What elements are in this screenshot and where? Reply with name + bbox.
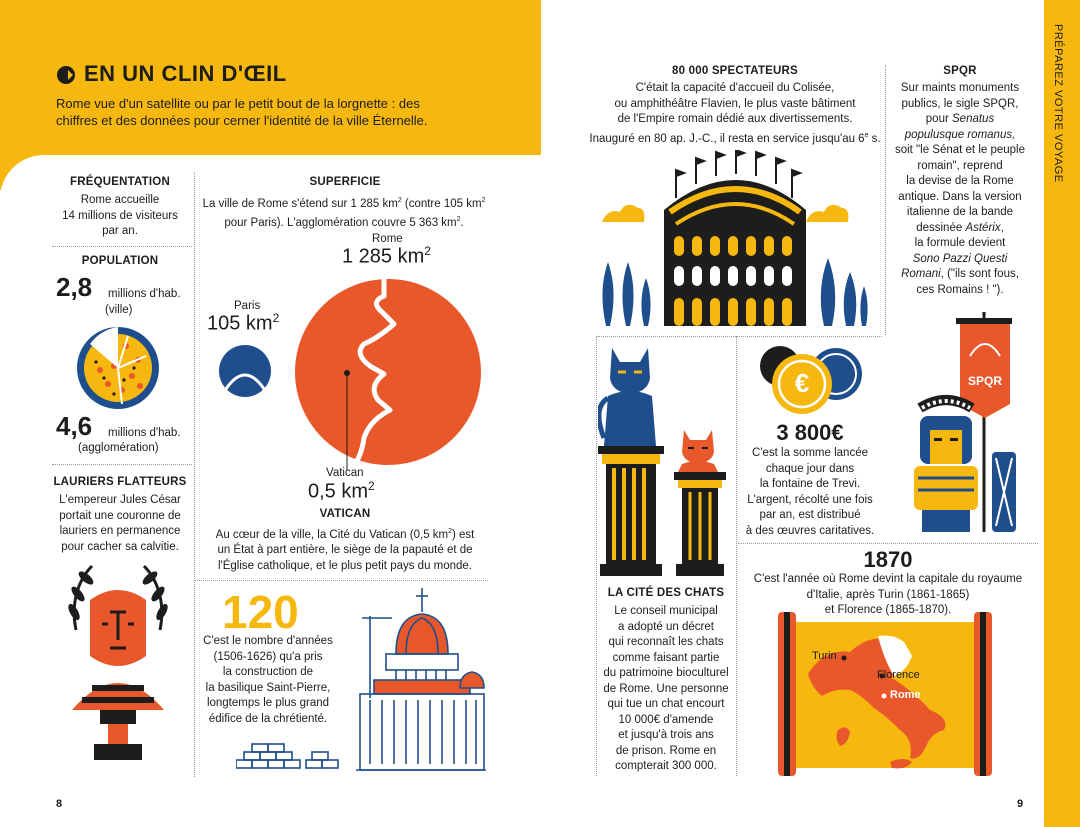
legionary-icon [906, 312, 1016, 534]
basilique-number: 120 [222, 586, 299, 638]
saint-pierre-icon [356, 588, 486, 774]
population-agglo-unit: millions d'hab. [108, 427, 181, 439]
vatican-value: 0,5 $km^2$ [308, 479, 375, 503]
superficie-title: SUPERFICIE [309, 176, 381, 188]
population-title: POPULATION [81, 255, 159, 267]
colosseum-icon [596, 150, 876, 330]
map-florence: Florence [877, 669, 920, 681]
lauriers-text: L'empereur Jules César portait une couronne de lauriers en permanence pour cacher sa calvitie. [59, 494, 181, 553]
spqr-banner-text: SPQR [967, 374, 1002, 388]
population-agglo-note: (agglomération) [78, 442, 159, 454]
capitale-text: C'est l'année où Rome devint la capitale du royaume d'Italie, après Turin (1861-1865) et Florence (1865-1870). [753, 573, 1023, 616]
vatican-text: Au cœur de la ville, la Cité du Vatican (0,5 $km^2$) est un État à part entière, le siège de la papauté et de l'Église catholique, et le plus petit pays du monde. [215, 528, 475, 572]
map-turin: Turin [812, 650, 837, 662]
paris-circle-icon [218, 344, 272, 398]
chats-title: LA CITÉ DES CHATS [607, 587, 725, 599]
capitale-year: 1870 [863, 547, 913, 572]
colisee-text: C'était la capacité d'accueil du Colisée, ou amphithéâtre Flavien, le plus vaste bâtiment de l'Empire romain dédié aux divertissements. Inauguré en 80 ap. J.-C., il resta en service jusqu'au 6e s. [589, 82, 881, 145]
frequentation-title: FRÉQUENTATION [70, 176, 170, 188]
page-number-right: 9 [1017, 798, 1024, 810]
paris-label: Paris [234, 300, 261, 312]
caesar-bust-icon [62, 560, 174, 765]
page-title: EN UN CLIN D'ŒIL [84, 61, 287, 86]
population-pizza-icon [76, 326, 160, 410]
rome-value: 1 285 $km^2$ [342, 244, 431, 268]
trevi-text: C'est la somme lancée chaque jour dans la fontaine de Trevi. L'argent, récolté une fois par an, est distribué à des œuvres caritatives. [745, 447, 875, 537]
population-city-unit: millions d'hab. [108, 288, 181, 300]
chats-text: Le conseil municipal a adopté un décret qui reconnaît les chats comme faisant partie du patrimoine bioculturel de Rome. Une personne qui tue un chat encourt 10 000€ d'amende et jusqu'à trois ans de prison. Rome en compterait 300 000. [603, 605, 729, 772]
intro-line-2: chiffres et des données pour cerner l'identité de la ville Éternelle. [56, 113, 428, 128]
clin-icon [56, 65, 76, 85]
colisee-title: 80 000 SPECTATEURS [672, 65, 798, 77]
trevi-amount: 3 800€ [776, 420, 844, 445]
sidebar-label: PRÉPAREZ VOTRE VOYAGE [1052, 24, 1064, 183]
population-city-number: 2,8 [56, 272, 93, 302]
rome-circle-icon [294, 278, 482, 466]
paris-value: 105 $km^2$ [207, 311, 280, 335]
lauriers-title: LAURIERS FLATTEURS [53, 476, 187, 488]
rome-label: Rome [372, 233, 403, 245]
spqr-text: Sur maints monuments publics, le sigle SPQR, pour Senatus populusque romanus, soit "le Sénat et le peuple romain", reprend la devise de la Rome antique. Dans la version italienne de la bande dessinée Astérix, la formule devient Sono Pazzi Questi Romani, ("ils sont fous, ces Romains ! "). [894, 82, 1026, 296]
map-rome: Rome [890, 689, 921, 701]
vatican-title: VATICAN [319, 508, 371, 520]
population-city-note: (ville) [105, 304, 133, 316]
italy-map-icon [774, 612, 996, 776]
basilique-text: C'est le nombre d'années (1506-1626) qu'a pris la construction de la basilique Saint-Pierre, longtemps le plus grand édifice de la chrétienté. [203, 635, 333, 725]
superficie-text: La ville de Rome s'étend sur 1 285 $km^2$ (contre 105 $km^2$ pour Paris). L'agglomération couvre 5 363 $km^2$. [202, 197, 486, 230]
spqr-title: SPQR [943, 65, 977, 77]
bricks-icon [236, 742, 346, 774]
coins-icon [758, 344, 868, 416]
cats-icon [598, 348, 734, 578]
frequentation-text: Rome accueille 14 millions de visiteurs par an. [62, 194, 178, 237]
page-number-left: 8 [56, 798, 63, 810]
coin-euro-symbol: € [794, 368, 810, 398]
intro-line-1: Rome vue d'un satellite ou par le petit bout de la lorgnette : des [56, 96, 420, 111]
vatican-label: Vatican [326, 467, 364, 479]
vatican-pointer [344, 370, 350, 470]
population-agglo-number: 4,6 [56, 411, 93, 441]
